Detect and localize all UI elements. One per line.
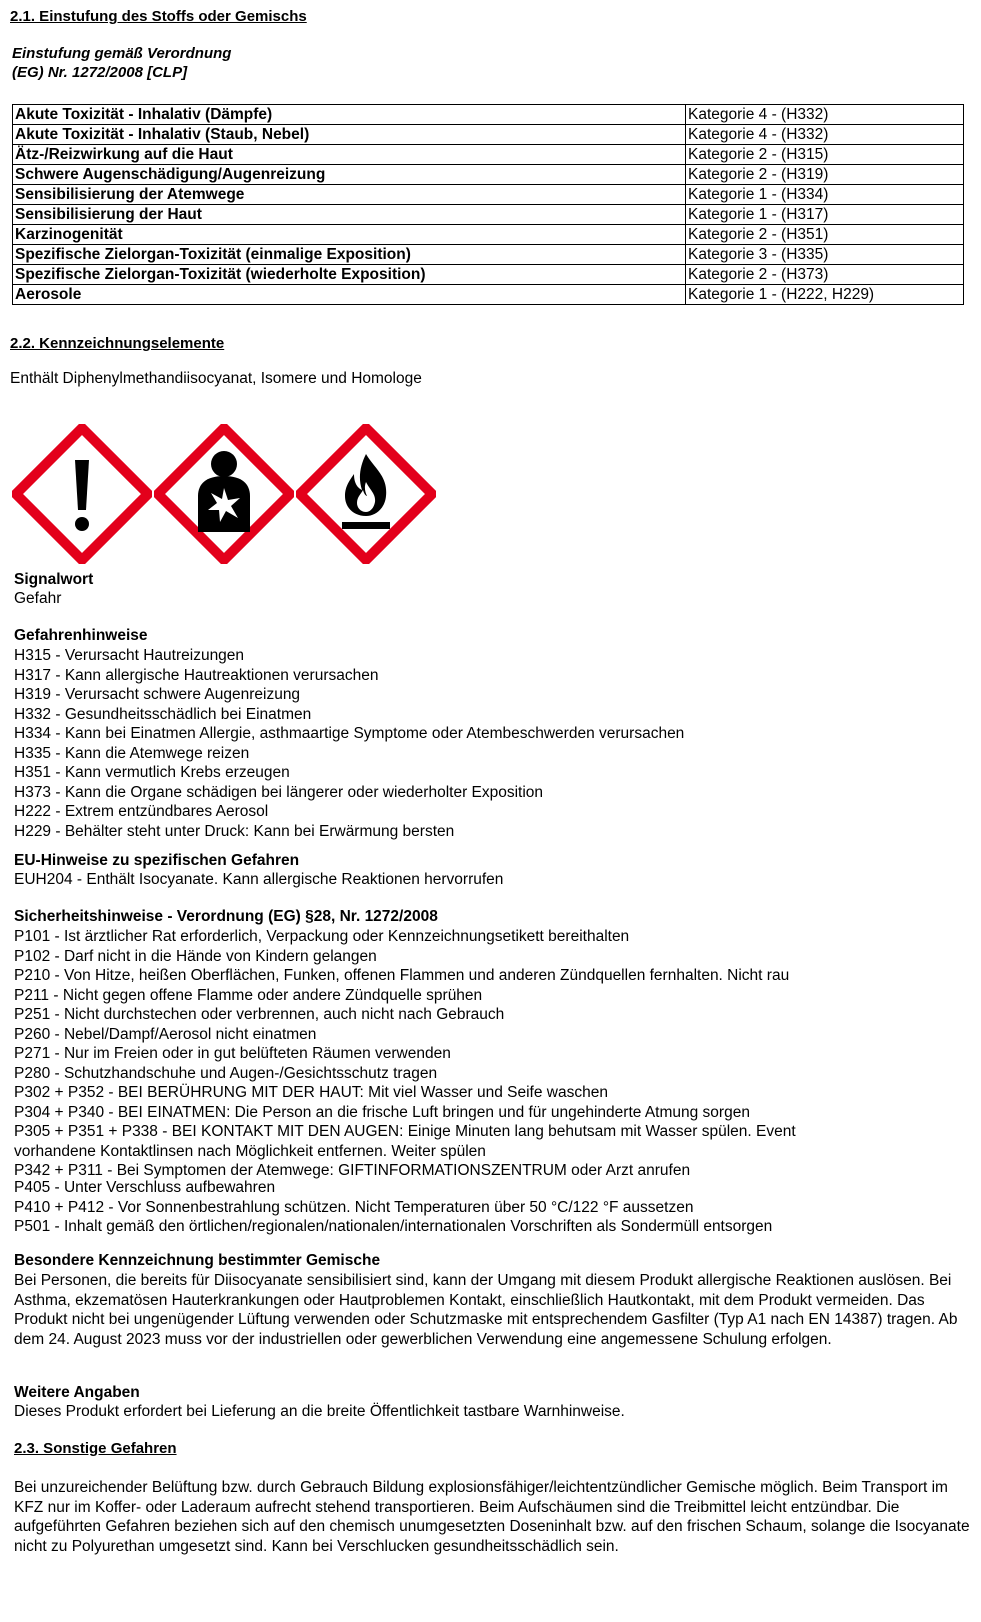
health-hazard-icon (154, 424, 294, 564)
other-hazards-text: Bei unzureichender Belüftung bzw. durch Gebrauch Bildung explosionsfähiger/leichtentzündlicher Gemische möglich. Beim Transport im KFZ nur im Koffer- oder Laderaum aufrecht stehend transportieren. Beim Aufschäumen sind die Treibmittel leicht entzündbar. Die aufgeführten Gefahren beziehen sich auf den chemisch unumgesetzten Doseninhalt bzw. auf den frischen Schaum, solange die Isocyanate nicht zu Polyurethan umgesetzt sind. Kann bei Verschlucken gesundheitsschädlich sein. (14, 1479, 970, 1555)
list-item: H222 - Extrem entzündbares Aerosol (14, 803, 269, 820)
hazard-class-cell: Akute Toxizität - Inhalativ (Staub, Nebel) (13, 125, 686, 145)
classification-subheading-line2: (EG) Nr. 1272/2008 [CLP] (12, 64, 188, 81)
hazard-category-cell: Kategorie 2 - (H315) (686, 145, 964, 165)
precautionary-statements-label: Sicherheitshinweise - Verordnung (EG) §28, Nr. 1272/2008 (14, 908, 438, 925)
hazard-class-cell: Spezifische Zielorgan-Toxizität (wiederholte Exposition) (13, 265, 686, 285)
table-row (13, 125, 964, 145)
table-row (13, 245, 964, 265)
hazard-category-cell: Kategorie 1 - (H334) (686, 185, 964, 205)
exclamation-mark-icon (12, 424, 152, 564)
list-item: P501 - Inhalt gemäß den örtlichen/regionalen/nationalen/internationalen Vorschriften als Sondermüll entsorgen (14, 1218, 773, 1235)
eu-statement: EUH204 - Enthält Isocyanate. Kann allergische Reaktionen hervorrufen (14, 871, 504, 888)
table-row (13, 205, 964, 225)
list-item: H351 - Kann vermutlich Krebs erzeugen (14, 764, 290, 781)
hazard-category-cell: Kategorie 2 - (H319) (686, 165, 964, 185)
eu-statements-label: EU-Hinweise zu spezifischen Gefahren (14, 852, 300, 869)
hazard-category-cell: Kategorie 2 - (H351) (686, 225, 964, 245)
list-item: P102 - Darf nicht in die Hände von Kindern gelangen (14, 947, 377, 965)
hazard-class-cell: Ätz-/Reizwirkung auf die Haut (13, 145, 686, 165)
signal-word-label: Signalwort (14, 571, 94, 588)
hazard-category-cell: Kategorie 4 - (H332) (686, 125, 964, 145)
list-item: P260 - Nebel/Dampf/Aerosol nicht einatmen (14, 1025, 317, 1043)
list-item: P342 + P311 - Bei Symptomen der Atemwege: GIFTINFORMATIONSZENTRUM oder Arzt anrufen (14, 1162, 691, 1179)
hazard-class-cell: Karzinogenität (13, 225, 686, 245)
hazard-class-cell: Akute Toxizität - Inhalativ (Dämpfe) (13, 105, 686, 125)
special-labelling-label: Besondere Kennzeichnung bestimmter Gemische (14, 1252, 381, 1269)
hazard-category-cell: Kategorie 4 - (H332) (686, 105, 964, 125)
table-row (13, 105, 964, 125)
hazard-statements-list (14, 646, 974, 841)
signal-word-value: Gefahr (14, 590, 62, 607)
list-item: P280 - Schutzhandschuhe und Augen-/Gesichtsschutz tragen (14, 1064, 438, 1082)
table-row (13, 165, 964, 185)
list-item: P410 + P412 - Vor Sonnenbestrahlung schützen. Nicht Temperaturen über 50 °C/122 °F aussetzen (14, 1198, 694, 1216)
special-labelling-text: Bei Personen, die bereits für Diisocyanate sensibilisiert sind, kann der Umgang mit diesem Produkt allergische Reaktionen auslösen. Bei Asthma, ekzematösen Hauterkrankungen oder Hautproblemen Kontakt, einschließlich Hautkontakt, mit dem Produkt vermeiden. Das Produkt nicht bei ungenügender Lüftung verwenden oder Schutzmaske mit entsprechendem Gasfilter (Typ A1 nach EN 14387) tragen. Ab dem 24. August 2023 muss vor der industriellen oder gewerblichen Verwendung eine angemessene Schulung erfolgen. (14, 1272, 958, 1348)
table-row (13, 225, 964, 245)
section-2-1-heading: 2.1. Einstufung des Stoffs oder Gemischs (10, 8, 307, 25)
classification-subheading-line1: Einstufung gemäß Verordnung (12, 45, 232, 62)
list-item: P405 - Unter Verschluss aufbewahren (14, 1179, 276, 1196)
hazard-statements-label: Gefahrenhinweise (14, 627, 148, 644)
precautionary-statements-list (14, 927, 834, 1181)
list-item: vorhandene Kontaktlinsen nach Möglichkeit entfernen. Weiter spülen (14, 1142, 486, 1160)
hazard-class-cell: Sensibilisierung der Atemwege (13, 185, 686, 205)
section-2-2-heading: 2.2. Kennzeichnungselemente (10, 335, 225, 352)
list-item: H229 - Behälter steht unter Druck: Kann bei Erwärmung bersten (14, 822, 455, 840)
list-item: H319 - Verursacht schwere Augenreizung (14, 686, 301, 703)
further-info-text: Dieses Produkt erfordert bei Lieferung an die breite Öffentlichkeit tastbare Warnhinweise. (14, 1403, 625, 1420)
table-row (13, 145, 964, 165)
precautionary-statements-list-2 (14, 1178, 974, 1237)
table-row (13, 285, 964, 305)
list-item: P251 - Nicht durchstechen oder verbrennen, auch nicht nach Gebrauch (14, 1006, 505, 1023)
hazard-category-cell: Kategorie 1 - (H222, H229) (686, 285, 964, 305)
list-item: H332 - Gesundheitsschädlich bei Einatmen (14, 705, 312, 723)
further-info-label: Weitere Angaben (14, 1384, 140, 1401)
list-item: P101 - Ist ärztlicher Rat erforderlich, Verpackung oder Kennzeichnungsetikett bereithalten (14, 928, 630, 945)
flame-icon (296, 424, 436, 564)
list-item: P210 - Von Hitze, heißen Oberflächen, Funken, offenen Flammen und anderen Zündquellen fernhalten. Nicht rau (14, 967, 790, 984)
list-item: H315 - Verursacht Hautreizungen (14, 647, 245, 664)
table-row (13, 265, 964, 285)
hazard-category-cell: Kategorie 2 - (H373) (686, 265, 964, 285)
hazard-category-cell: Kategorie 1 - (H317) (686, 205, 964, 225)
section-2-3-heading: 2.3. Sonstige Gefahren (14, 1440, 177, 1457)
hazard-class-cell: Schwere Augenschädigung/Augenreizung (13, 165, 686, 185)
list-item: P211 - Nicht gegen offene Flamme oder andere Zündquelle sprühen (14, 986, 483, 1004)
list-item: P304 + P340 - BEI EINATMEN: Die Person an die frische Luft bringen und für ungehinderte Atmung sorgen (14, 1103, 750, 1121)
list-item: H373 - Kann die Organe schädigen bei längerer oder wiederholter Exposition (14, 783, 544, 801)
classification-table (12, 104, 964, 305)
hazard-class-cell: Aerosole (13, 285, 686, 305)
list-item: H335 - Kann die Atemwege reizen (14, 744, 250, 762)
list-item: P302 + P352 - BEI BERÜHRUNG MIT DER HAUT: Mit viel Wasser und Seife waschen (14, 1084, 608, 1101)
list-item: H317 - Kann allergische Hautreaktionen verursachen (14, 666, 379, 684)
list-item: P271 - Nur im Freien oder in gut belüfteten Räumen verwenden (14, 1045, 451, 1062)
hazard-category-cell: Kategorie 3 - (H335) (686, 245, 964, 265)
contains-statement: Enthält Diphenylmethandiisocyanat, Isomere und Homologe (10, 370, 422, 387)
hazard-class-cell: Sensibilisierung der Haut (13, 205, 686, 225)
table-row (13, 185, 964, 205)
list-item: P305 + P351 + P338 - BEI KONTAKT MIT DEN AUGEN: Einige Minuten lang behutsam mit Wasser spülen. Event (14, 1123, 796, 1140)
hazard-class-cell: Spezifische Zielorgan-Toxizität (einmalige Exposition) (13, 245, 686, 265)
list-item: H334 - Kann bei Einatmen Allergie, asthmaartige Symptome oder Atembeschwerden verursachen (14, 725, 685, 742)
